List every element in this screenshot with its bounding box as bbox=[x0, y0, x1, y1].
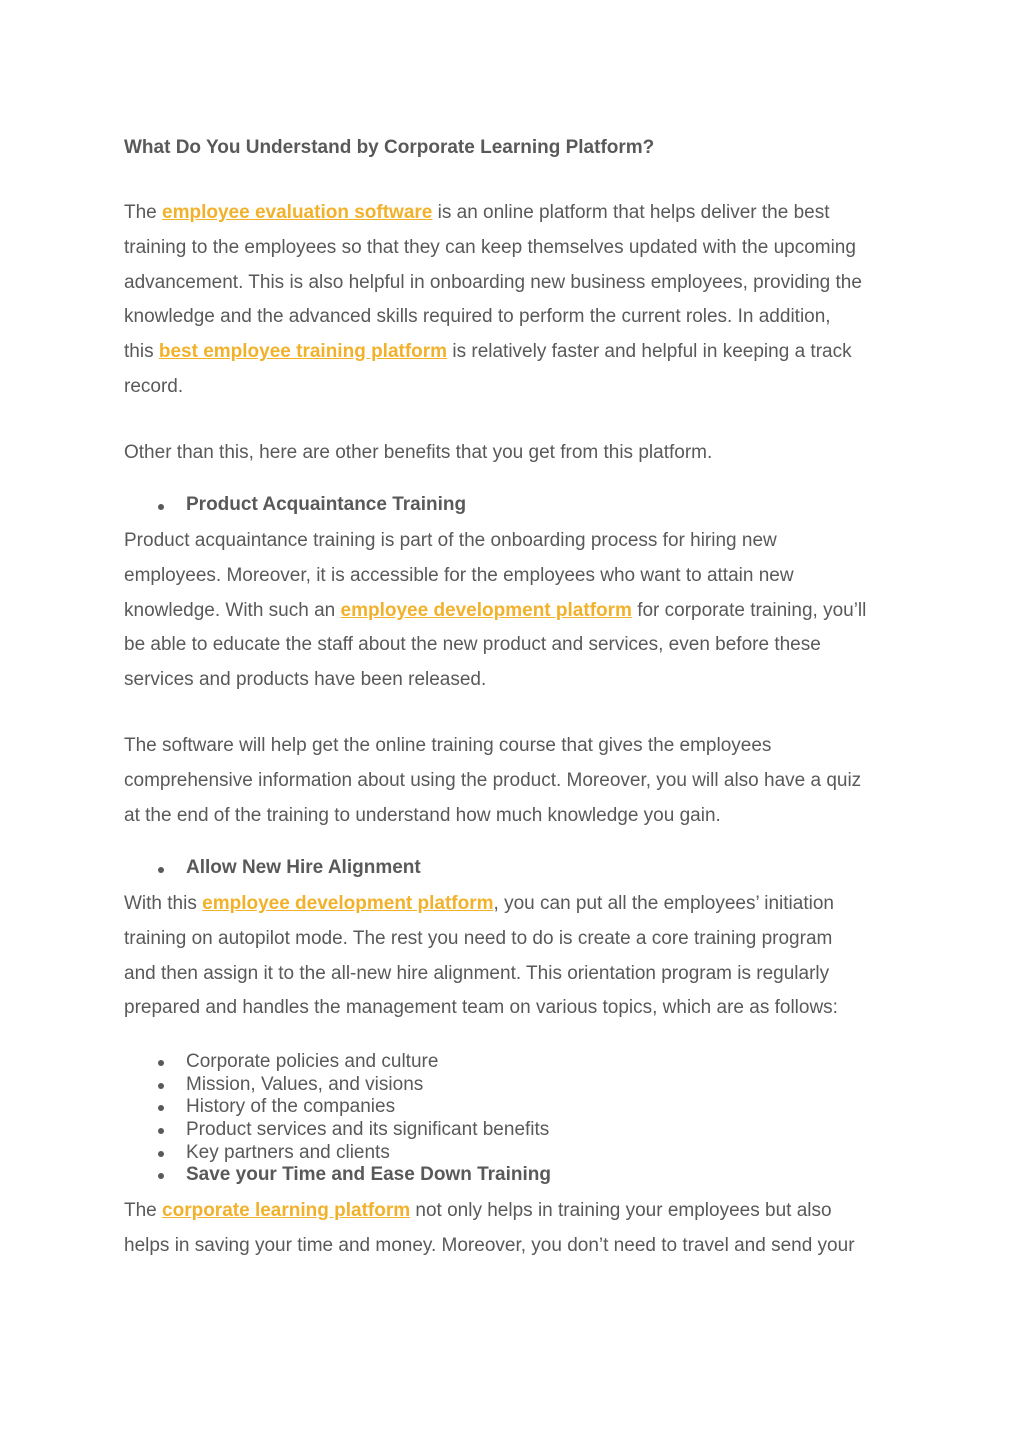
bullet-icon bbox=[158, 867, 164, 873]
paragraph-line: services and products have been released. bbox=[124, 669, 487, 691]
bullet-icon bbox=[158, 1083, 164, 1089]
intro-line bbox=[124, 196, 909, 231]
list-item-text: Mission, Values, and visions bbox=[186, 1073, 424, 1095]
text-run: not only helps in training your employees but also bbox=[410, 1200, 832, 1221]
text-run: The bbox=[124, 202, 163, 223]
list-item-text: History of the companies bbox=[186, 1096, 396, 1118]
list-item bbox=[124, 1074, 909, 1097]
list-item-text: Product services and its significant benefits bbox=[186, 1119, 550, 1141]
paragraph-line: employees. Moreover, it is accessible for the employees who want to attain new bbox=[124, 564, 794, 586]
text-run: for corporate training, you’ll bbox=[631, 599, 867, 621]
text-run: With this bbox=[124, 893, 203, 914]
bullet-icon bbox=[158, 1060, 164, 1066]
paragraph-line: training on autopilot mode. The rest you need to do is create a core training program bbox=[124, 927, 833, 949]
section-title: Allow New Hire Alignment bbox=[186, 857, 421, 878]
list-item bbox=[124, 1096, 909, 1119]
new-hire-alignment-paragraph bbox=[124, 887, 909, 1026]
section-title: Product Acquaintance Training bbox=[186, 494, 467, 515]
best-employee-training-platform-link[interactable]: best employee training platform bbox=[158, 341, 448, 363]
product-acquaintance-paragraph bbox=[124, 524, 909, 698]
paragraph-line bbox=[124, 594, 909, 629]
text-run: this bbox=[124, 341, 159, 363]
paragraph-line bbox=[124, 1194, 909, 1229]
paragraph-line: comprehensive information about using the product. Moreover, you will also have a quiz bbox=[124, 769, 862, 791]
intro-line: record. bbox=[124, 375, 184, 397]
paragraph-line: be able to educate the staff about the new product and services, even before these bbox=[124, 634, 821, 656]
paragraph-line: and then assign it to the all-new hire alignment. This orientation program is regularly bbox=[124, 962, 830, 984]
intro-line: knowledge and the advanced skills required to perform the current roles. In addition, bbox=[124, 306, 831, 328]
software-paragraph bbox=[124, 729, 909, 833]
list-item bbox=[124, 1119, 909, 1142]
intro-paragraph bbox=[124, 196, 909, 405]
other-benefits-paragraph bbox=[124, 436, 909, 471]
list-item bbox=[124, 1051, 909, 1074]
list-item-text: Corporate policies and culture bbox=[186, 1051, 439, 1072]
section-save-time-heading bbox=[124, 1164, 909, 1187]
save-time-paragraph bbox=[124, 1194, 909, 1264]
section-title: Save your Time and Ease Down Training bbox=[186, 1164, 551, 1186]
other-benefits-text: Other than this, here are other benefits that you get from this platform. bbox=[124, 442, 713, 463]
bullet-icon bbox=[158, 1173, 164, 1179]
bullet-icon bbox=[158, 1151, 164, 1157]
intro-line: training to the employees so that they can keep themselves updated with the upcoming bbox=[124, 236, 856, 258]
page-title: What Do You Understand by Corporate Learning Platform? bbox=[124, 137, 655, 158]
paragraph-line: helps in saving your time and money. Moreover, you don’t need to travel and send your bbox=[124, 1234, 855, 1256]
paragraph-line: The software will help get the online training course that gives the employees bbox=[124, 735, 772, 756]
text-run: is relatively faster and helpful in keeping a track bbox=[447, 341, 852, 363]
bullet-icon bbox=[158, 1105, 164, 1111]
text-run: , you can put all the employees’ initiation bbox=[493, 893, 834, 914]
text-run: is an online platform that helps deliver the best bbox=[432, 202, 830, 223]
corporate-learning-platform-link[interactable]: corporate learning platform bbox=[162, 1200, 411, 1221]
employee-development-platform-link[interactable]: employee development platform bbox=[340, 599, 632, 621]
employee-evaluation-software-link[interactable]: employee evaluation software bbox=[162, 202, 433, 223]
text-run: The bbox=[124, 1200, 163, 1221]
paragraph-line: prepared and handles the management team on various topics, which are as follows: bbox=[124, 997, 838, 1019]
paragraph-line: at the end of the training to understand how much knowledge you gain. bbox=[124, 804, 721, 826]
list-item bbox=[124, 1142, 909, 1165]
employee-development-platform-link-2[interactable]: employee development platform bbox=[202, 893, 494, 914]
intro-line bbox=[124, 335, 909, 370]
bullet-icon bbox=[158, 504, 164, 510]
text-run: knowledge. With such an bbox=[124, 599, 341, 621]
paragraph-line: Product acquaintance training is part of the onboarding process for hiring new bbox=[124, 530, 777, 551]
paragraph-line bbox=[124, 887, 909, 922]
intro-line: advancement. This is also helpful in onboarding new business employees, providing the bbox=[124, 271, 862, 293]
bullet-icon bbox=[158, 1128, 164, 1134]
topics-list bbox=[124, 1051, 909, 1187]
list-item-text: Key partners and clients bbox=[186, 1141, 390, 1163]
